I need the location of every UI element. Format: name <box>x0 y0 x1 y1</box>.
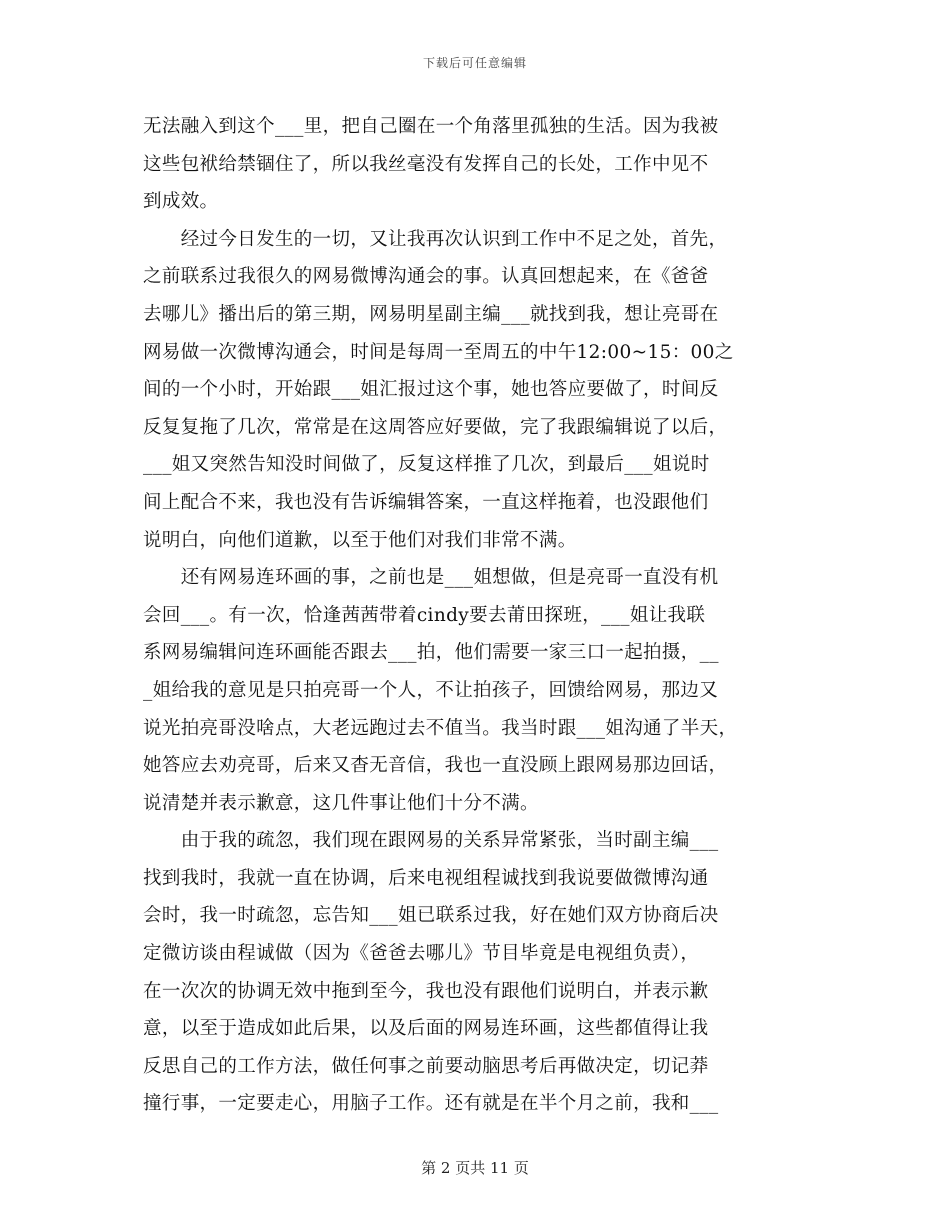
page-header: 下载后可任意编辑 <box>422 56 527 70</box>
text-line: 之前联系过我很久的网易微博沟通会的事。认真回想起来，在《爸爸 <box>143 266 709 288</box>
text-line: 网易做一次微博沟通会，时间是每周一至周五的中午12:00~15：00之 <box>143 341 734 363</box>
text-line: 到成效。 <box>143 191 219 213</box>
document-body <box>143 108 808 1123</box>
text-line: 还有网易连环画的事，之前也是___姐想做，但是亮哥一直没有机 <box>143 567 719 589</box>
text-line: 撞行事，一定要走心，用脑子工作。还有就是在半个月之前，我和___ <box>143 1093 719 1115</box>
text-line: 意，以至于造成如此后果，以及后面的网易连环画，这些都值得让我 <box>143 1018 709 1040</box>
text-line: 间上配合不来，我也没有告诉编辑答案，一直这样拖着，也没跟他们 <box>143 491 709 513</box>
text-line: 这些包袱给禁锢住了，所以我丝毫没有发挥自己的长处，工作中见不 <box>143 153 709 175</box>
text-line: ___姐又突然告知没时间做了，反复这样推了几次，到最后___姐说时 <box>143 454 710 476</box>
text-line: 会回___。有一次，恰逢茜茜带着cindy要去莆田探班，___姐让我联 <box>143 604 706 626</box>
text-line: 会时，我一时疏忽，忘告知___姐已联系过我，好在她们双方协商后决 <box>143 905 719 927</box>
text-line: 定微访谈由程诚做（因为《爸爸去哪儿》节目毕竟是电视组负责）， <box>143 943 700 965</box>
text-line: 去哪儿》播出后的第三期，网易明星副主编___就找到我，想让亮哥在 <box>143 303 719 325</box>
text-line: 反复复拖了几次，常常是在这周答应好要做，完了我跟编辑说了以后， <box>143 416 728 438</box>
text-line: 间的一个小时，开始跟___姐汇报过这个事，她也答应要做了，时间反 <box>143 379 719 401</box>
text-line: 她答应去劝亮哥，后来又杳无音信，我也一直没顾上跟网易那边回话， <box>143 755 728 777</box>
text-line: _姐给我的意见是只拍亮哥一个人，不让拍孩子，回馈给网易，那边又 <box>143 679 719 701</box>
text-line: 系网易编辑问连环画能否跟去___拍，他们需要一家三口一起拍摄，__ <box>143 642 719 664</box>
text-line: 说清楚并表示歉意，这几件事让他们十分不满。 <box>143 792 539 814</box>
text-line: 在一次次的协调无效中拖到至今，我也没有跟他们说明白，并表示歉 <box>143 980 709 1002</box>
text-line: 找到我时，我就一直在协调，后来电视组程诚找到我说要做微博沟通 <box>143 867 709 889</box>
text-line: 无法融入到这个___里，把自己圈在一个角落里孤独的生活。因为我被 <box>143 116 719 137</box>
text-line: 说光拍亮哥没啥点，大老远跑过去不值当。我当时跟___姐沟通了半天， <box>143 717 738 739</box>
page-number: 第 2 页共 11 页 <box>421 1159 529 1177</box>
text-line: 说明白，向他们道歉，以至于他们对我们非常不满。 <box>143 529 577 551</box>
text-line: 由于我的疏忽，我们现在跟网易的关系异常紧张，当时副主编___ <box>143 830 719 852</box>
text-line: 反思自己的工作方法，做任何事之前要动脑思考后再做决定，切记莽 <box>143 1055 709 1077</box>
text-line: 经过今日发生的一切，又让我再次认识到工作中不足之处，首先， <box>143 228 728 250</box>
